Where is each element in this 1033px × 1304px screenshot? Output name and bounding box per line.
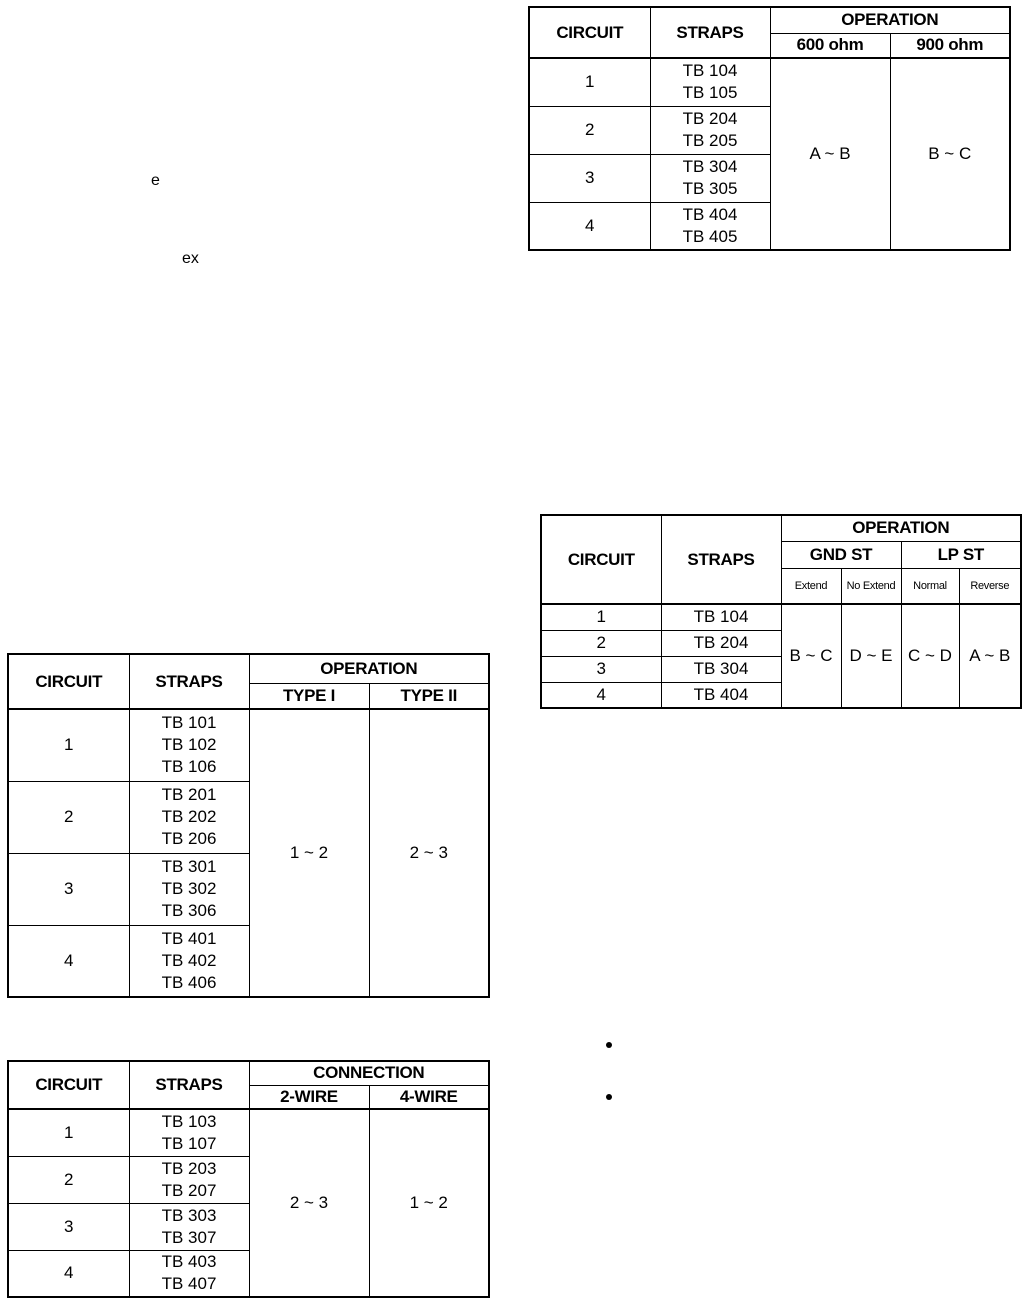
operation-900-cell: B ~ C: [890, 58, 1010, 250]
header-type-1: TYPE I: [249, 683, 369, 709]
text-fragment: e: [151, 172, 160, 189]
operation-reverse-cell: A ~ B: [959, 604, 1021, 708]
operation-type-1-cell: 1 ~ 2: [249, 709, 369, 997]
table-row: [8, 1109, 489, 1156]
circuit-cell: 4: [541, 682, 661, 708]
circuit-cell: 3: [8, 1203, 129, 1250]
circuit-cell: 1: [541, 604, 661, 630]
header-normal: Normal: [901, 568, 959, 604]
operation-extend-cell: B ~ C: [781, 604, 841, 708]
straps-cell: TB 104 TB 105: [650, 58, 770, 106]
connection-4-wire-cell: 1 ~ 2: [369, 1109, 489, 1297]
header-circuit: CIRCUIT: [529, 7, 650, 58]
operation-no-extend-cell: D ~ E: [841, 604, 901, 708]
header-circuit: CIRCUIT: [8, 1061, 129, 1109]
header-2-wire: 2-WIRE: [249, 1085, 369, 1109]
impedance-strap-table: [528, 6, 1011, 251]
circuit-cell: 1: [529, 58, 650, 106]
circuit-cell: 2: [541, 630, 661, 656]
circuit-cell: 2: [8, 1156, 129, 1203]
straps-cell: TB 304 TB 305: [650, 154, 770, 202]
bullet-icon: [606, 1042, 612, 1048]
operation-normal-cell: C ~ D: [901, 604, 959, 708]
header-circuit: CIRCUIT: [541, 515, 661, 604]
signaling-strap-table: [540, 514, 1022, 709]
circuit-cell: 4: [8, 1250, 129, 1297]
header-type-2: TYPE II: [369, 683, 489, 709]
straps-cell: TB 104: [661, 604, 781, 630]
straps-cell: TB 101 TB 102 TB 106: [129, 709, 249, 781]
header-reverse: Reverse: [959, 568, 1021, 604]
straps-cell: TB 301 TB 302 TB 306: [129, 853, 249, 925]
connection-2-wire-cell: 2 ~ 3: [249, 1109, 369, 1297]
straps-cell: TB 304: [661, 656, 781, 682]
straps-cell: TB 203 TB 207: [129, 1156, 249, 1203]
table-row: [8, 709, 489, 781]
table-row: [541, 604, 1021, 630]
operation-600-cell: A ~ B: [770, 58, 890, 250]
header-lp-st: LP ST: [901, 541, 1021, 568]
header-operation: OPERATION: [770, 7, 1010, 33]
straps-cell: TB 103 TB 107: [129, 1109, 249, 1156]
header-operation: OPERATION: [781, 515, 1021, 541]
circuit-cell: 3: [541, 656, 661, 682]
straps-cell: TB 201 TB 202 TB 206: [129, 781, 249, 853]
header-operation: OPERATION: [249, 654, 489, 683]
table-row: [529, 58, 1010, 106]
straps-cell: TB 404 TB 405: [650, 202, 770, 250]
header-straps: STRAPS: [129, 1061, 249, 1109]
circuit-cell: 4: [529, 202, 650, 250]
straps-cell: TB 204 TB 205: [650, 106, 770, 154]
straps-cell: TB 404: [661, 682, 781, 708]
circuit-cell: 3: [529, 154, 650, 202]
circuit-cell: 1: [8, 1109, 129, 1156]
header-900-ohm: 900 ohm: [890, 33, 1010, 58]
operation-type-2-cell: 2 ~ 3: [369, 709, 489, 997]
circuit-cell: 2: [529, 106, 650, 154]
circuit-cell: 3: [8, 853, 129, 925]
straps-cell: TB 204: [661, 630, 781, 656]
header-no-extend: No Extend: [841, 568, 901, 604]
header-straps: STRAPS: [129, 654, 249, 709]
bullet-icon: [606, 1094, 612, 1100]
circuit-cell: 1: [8, 709, 129, 781]
header-straps: STRAPS: [661, 515, 781, 604]
straps-cell: TB 303 TB 307: [129, 1203, 249, 1250]
connection-strap-table: [7, 1060, 490, 1298]
header-straps: STRAPS: [650, 7, 770, 58]
circuit-cell: 2: [8, 781, 129, 853]
header-600-ohm: 600 ohm: [770, 33, 890, 58]
circuit-cell: 4: [8, 925, 129, 997]
header-4-wire: 4-WIRE: [369, 1085, 489, 1109]
header-connection: CONNECTION: [249, 1061, 489, 1085]
header-extend: Extend: [781, 568, 841, 604]
straps-cell: TB 401 TB 402 TB 406: [129, 925, 249, 997]
straps-cell: TB 403 TB 407: [129, 1250, 249, 1297]
text-fragment: ex: [182, 250, 199, 267]
type-strap-table: [7, 653, 490, 998]
header-gnd-st: GND ST: [781, 541, 901, 568]
header-circuit: CIRCUIT: [8, 654, 129, 709]
